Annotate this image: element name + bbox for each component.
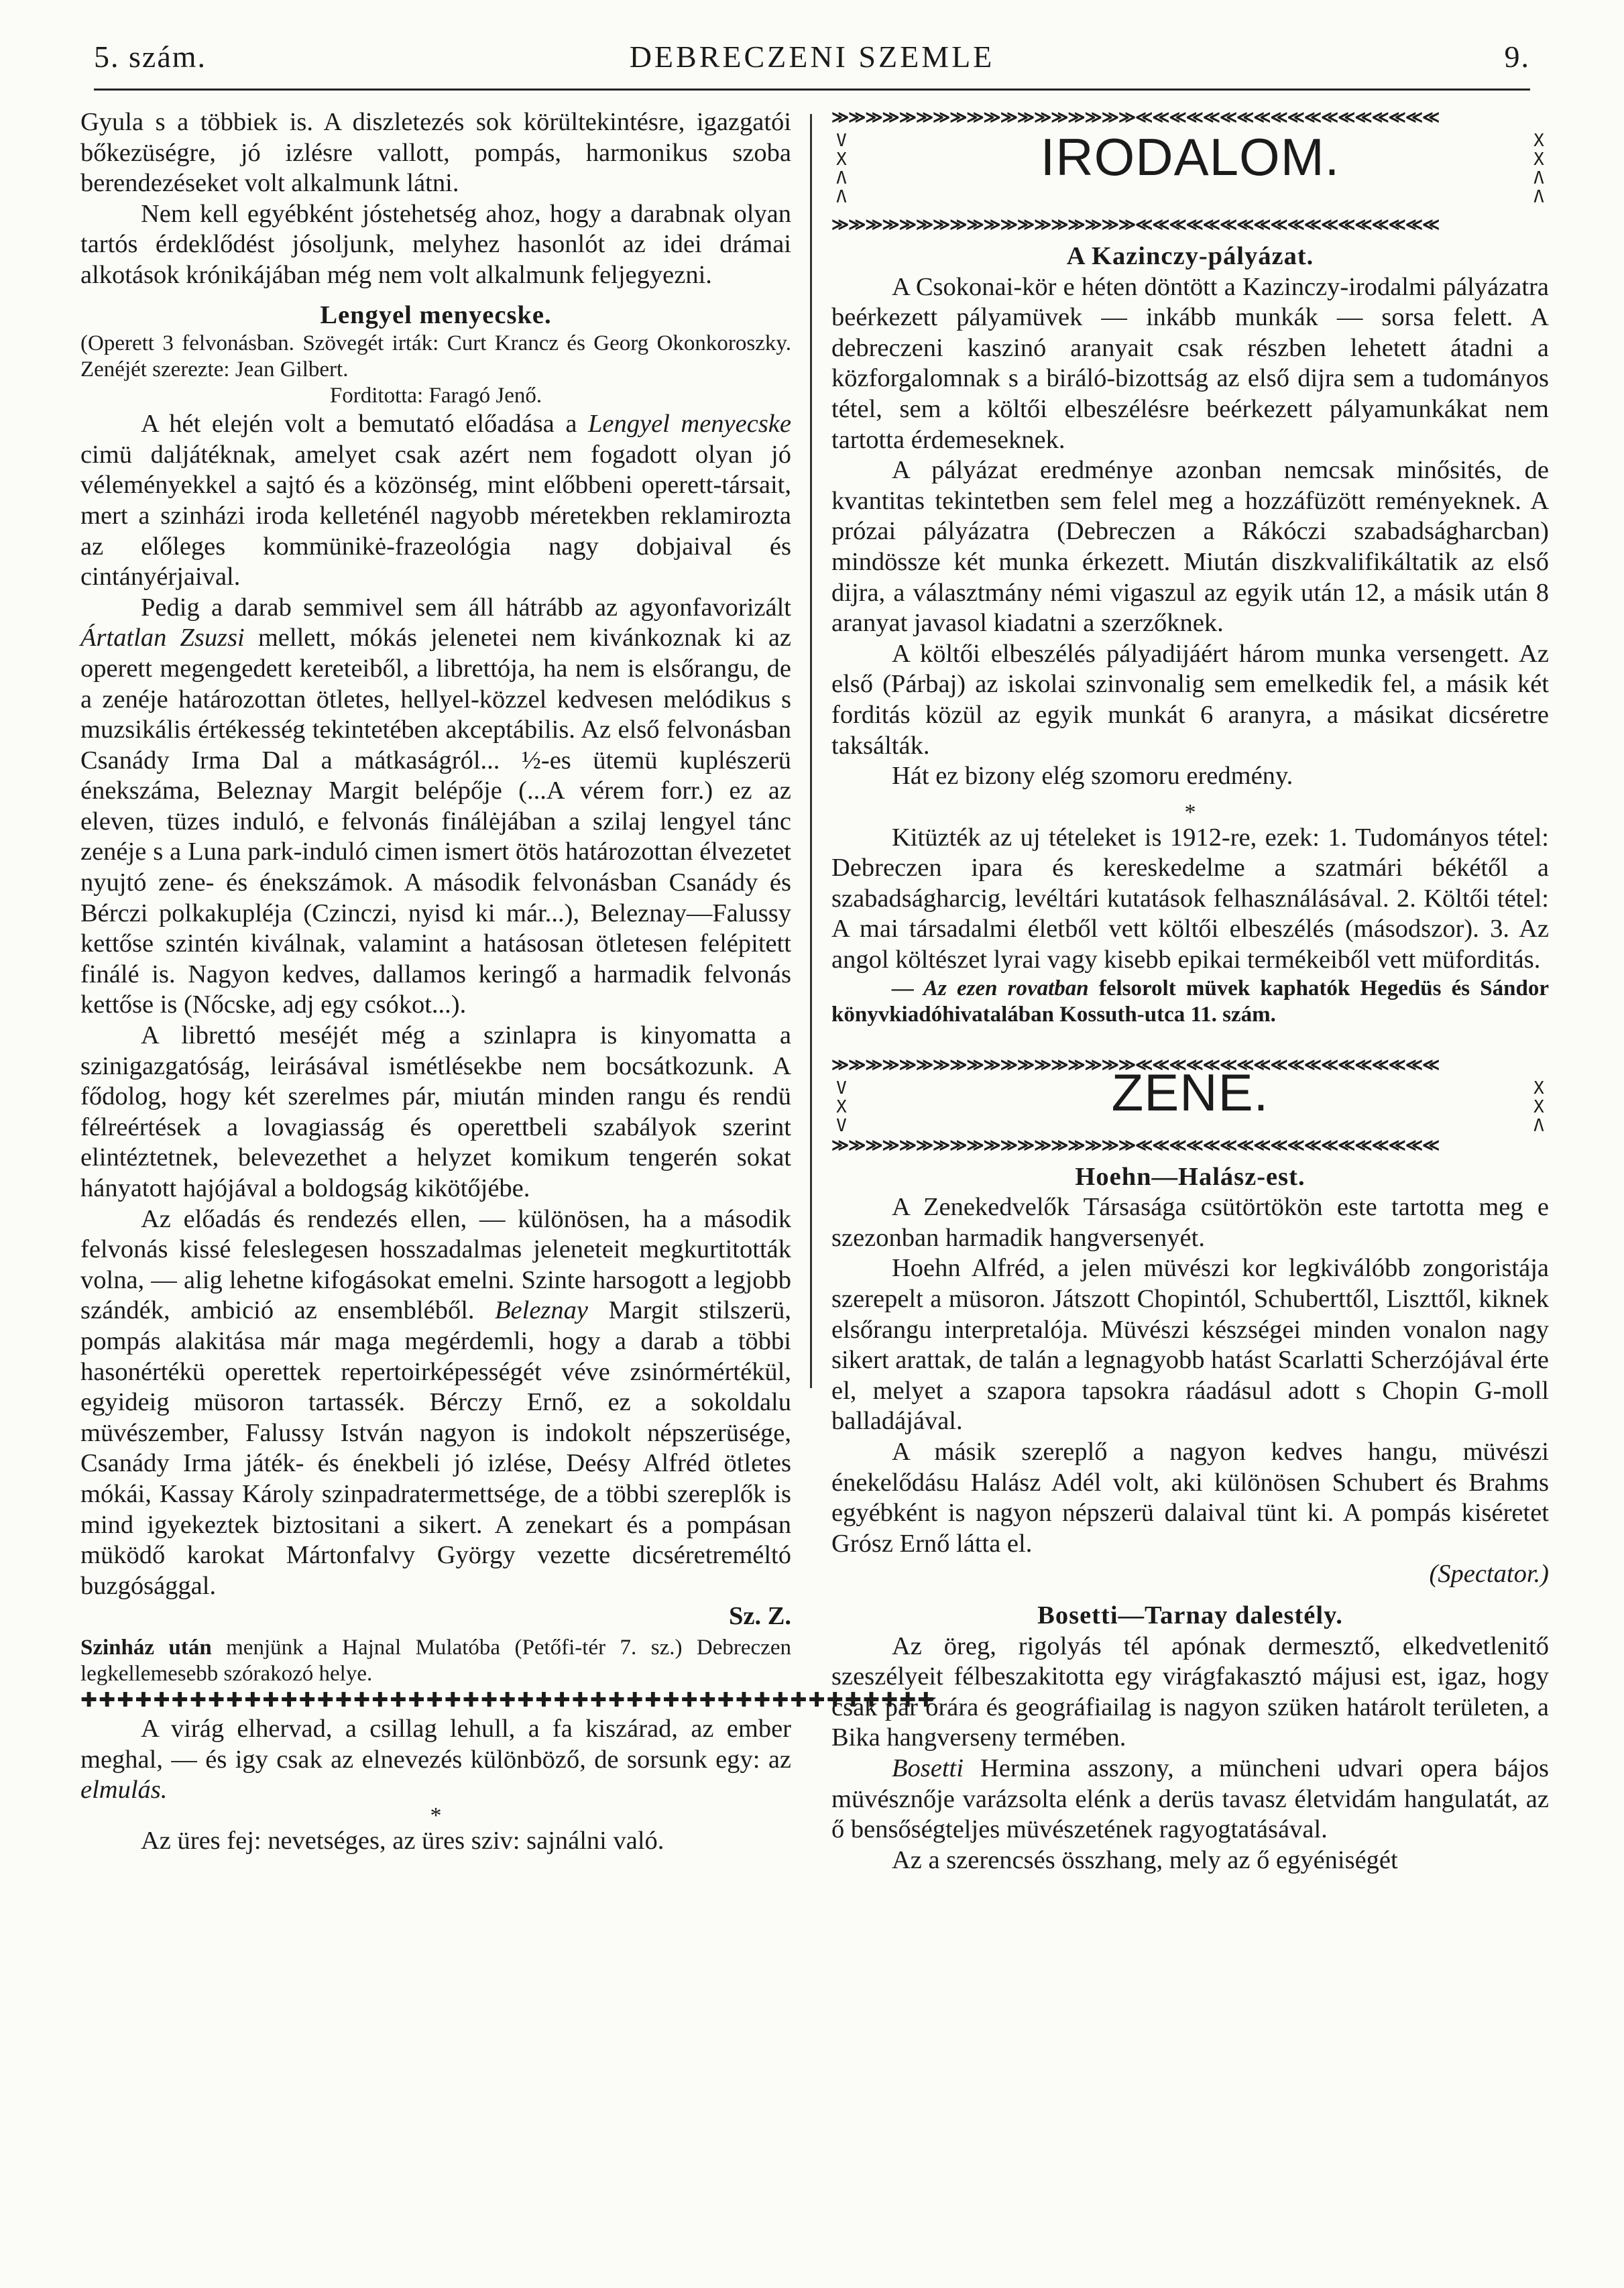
ornament-side: X X Λ	[1533, 1078, 1544, 1136]
paragraph: Az öreg, rigolyás tél apónak dermesztő, elkedvetlenitő szeszélyeit félbeszakitotta egy virágfakasztó májusi est, igaz, hogy csak pár órára és geográfiailag is nagyon szüken határolt területen, a Bika hangverseny termében.	[831, 1632, 1549, 1752]
signature: (Spectator.)	[1429, 1560, 1549, 1589]
paragraph: Az a szerencsés összhang, mely az ő egyéniségét	[892, 1845, 1398, 1874]
section-banner-zene	[831, 1055, 1549, 1155]
paragraph: A librettó meséjét még a szinlapra is kinyomatta a szinigazgatóság, leirásával ismétlésekbe nem bocsátkozunk. A fődolog, hogy két szerelmes pár, miután minden rangu és rendü félreértések a lovagiasság és operettbeli szabályok szerint elintéztetnek, belevezethet a helyzet komikum tengerén sokat hányatott hajójával a boldogság kikötőjébe.	[80, 1021, 791, 1202]
section-banner-irodalom	[831, 107, 1549, 235]
page-header	[94, 34, 1530, 80]
paragraph: A Csokonai-kör e héten döntött a Kazinczy-irodalmi pályázatra beérkezett pályamüvek — inkább munkák — sorsa felett. A debreczeni kaszinó aranyait csak részben lehetett átadni a közforgalomnak s a biráló-bizottság az első dijra sem a tudományos tétel, sem a költői elbeszélésre beérkezett pályamunkákat nem tartotta érdemeseknek.	[831, 272, 1549, 454]
section-heading: Lengyel menyecske.	[320, 300, 552, 329]
ornament-border: ≫≫≫≫≫≫≫≫≫≫≫≫≫≫≫≫≫≫≪≪≪≪≪≪≪≪≪≪≪≪≪≪≪≪≪≪	[831, 215, 1440, 234]
signature-line	[80, 1601, 791, 1632]
paragraph: Az előadás és rendezés ellen, — különösen, ha a második felvonás kissé feleslegesen hosszadalmas jeleneteit megkurtitották volna, — alig lehetne kifogásokat emelni. Szinte harsogott a legjobb szándék, ambició az ensembléből. Beleznay Margit stilszerü, pompás alakitása már maga megérdemli, hogy a darab a többi hasonértékü operettek repertoirképességét véve zsinórmértékül, egyideig müsoron tartassék. Bérczy Ernő, ez a sokoldalu müvészember, Falussy István nagyon is indokolt népszerüsége, Csanády Irma játék- és énekbeli jó izlése, Deésy Alfréd ötletes mókái, Kassay Károly szinpadratermettsége, de a többi szereplők is mind igyekeztek biztositani a sikert. A zenekart és a pompásan müködő karokat Mártonfalvy György vezette dicséretreméltó buzgósággal.	[80, 1204, 791, 1600]
credits: (Operett 3 felvonásban. Szövegét irták: Curt Krancz és Georg Okonkoroszky. Zenéjét szerezte: Jean Gilbert.	[80, 331, 791, 382]
paragraph: Hát ez bizony elég szomoru eredmény.	[892, 762, 1293, 791]
credits-translator: Forditotta: Faragó Jenő.	[329, 384, 542, 408]
paragraph: A költői elbeszélés pályadijáért három munka versengett. Az első (Párbaj) az iskolai szinvonalig sem emelkedik fel, a másik két forditás közül az egyik munkát 6 aranyra, a másikat dicséretre taksálták.	[831, 639, 1549, 760]
right-column	[831, 107, 1549, 1876]
bookshop-note: — Az ezen rovatban felsorolt müvek kaphatók Hegedüs és Sándor könyvkiadóhivatalában Kossuth-utca 11. szám.	[831, 976, 1549, 1027]
issue-number: 5. szám.	[94, 40, 207, 74]
column-divider	[810, 114, 812, 1388]
article-heading: Bosetti—Tarnay dalestély.	[1037, 1601, 1343, 1629]
paragraph: Pedig a darab semmivel sem áll hátrább az agyonfavorizált Ártatlan Zsuzsi mellett, mókás jelenetei nem kivánkoznak ki az operett megengedett kereteiből, a librettója, ha nem is elsőrangu, de a zenéje határozottan ötletes, hellyel-közzel kedvesen melódikus s muzsikális értékesség tekintetében akceptábilis. Az első felvonásban Csanády Irma Dal a mátkaságról... ½-es ütemü kuplészerü énekszáma, Beleznay Margit belépője (...A vérem forr.) ez az eleven, tüzes induló, e felvonás finálėjában a szilaj lengyel tánc zenéje s a Luna park-induló cimen ismert ötös határozottan élvezetet nyujtó zene- és énekszámok. A második felvonásban Csanády és Bérczi polkakupléja (Czinczi, nyisd ki már...), Beleznay—Falussy kettőse szintén kiválnak, valamint a hatásosan ötletesen felépitett finálé is. Nagyon kedves, dallamos keringő a harmadik felvonás kettőse is (Nőcske, adj egy csókot...).	[80, 593, 791, 1019]
header-rule	[94, 89, 1530, 91]
paragraph: A másik szereplő a nagyon kedves hangu, müvészi énekelődásu Halász Adél volt, aki különösen Schubert és Brahms egyébként is nagyon népszerü dalaival tünt ki. A pompás kiséretet Grósz Ernő látta el.	[831, 1438, 1549, 1558]
article-heading: A Kazinczy-pályázat.	[1066, 242, 1314, 270]
paragraph: Hoehn Alfréd, a jelen müvészi kor legkiválóbb zongoristája szerepelt a müsoron. Játszott Chopintól, Schuberttől, Liszttől, kiknek elsőrangu interpretalója. Müvészi készségei minden vonalon nagy sikert arattak, de talán a legnagyobb hatást Scarlatti Scherzójával érte el, melyet a szapora tapsokra ráadásul adott s Chopin G-moll balladájával.	[831, 1254, 1549, 1436]
star-separator: *	[1184, 799, 1196, 825]
paragraph: A Zenekedvelők Társasága csütörtökön este tartotta meg e szezonban harmadik hangversenyét.	[831, 1193, 1549, 1252]
advertisement: Szinház után menjünk a Hajnal Mulatóba (Petőfi-tér 7. sz.) Debreczen legkellemesebb szórakozó helye.	[80, 1635, 791, 1686]
paragraph: A hét elején volt a bemutató előadása a Lengyel menyecske cimü daljátéknak, amelyet csak azért nem fogadott olyan jó véleményekkel a sajtó és a közönség, mint előbbeni operett-társait, mert a szinházi iroda kelleténél nagyobb méretekben reklamirozta az előleges kommünikė-frazeológia nagy dobjaival és cintányérjaival.	[80, 410, 791, 591]
section-title: ZENE.	[1111, 1062, 1269, 1122]
paragraph: A virág elhervad, a csillag lehull, a fa kiszárad, az ember meghal, — és igy csak az elnevezés különböző, de sorsunk egy: az elmulás.	[80, 1714, 791, 1805]
paragraph: Kitüzték az uj tételeket is 1912-re, ezek: 1. Tudományos tétel: Debreczen ipara és kereskedelme a szatmári békétől a szabadságharcig, levéltári kutatások felhasználásával. 2. Költői tétel: A mai társadalmi életből vett költői elbeszélés (másodszor). 3. Az angol költészet lyrai vagy kisebb epikai termékeiből vett müforditás.	[831, 823, 1549, 974]
ornament-border: ≫≫≫≫≫≫≫≫≫≫≫≫≫≫≫≫≫≫≪≪≪≪≪≪≪≪≪≪≪≪≪≪≪≪≪≪	[831, 1135, 1440, 1155]
page-number: 9.	[1504, 40, 1530, 74]
journal-title: DEBRECZENI SZEMLE	[629, 40, 995, 74]
ornament-side: X X Λ Λ	[1533, 131, 1544, 207]
article-heading: Hoehn—Halász-est.	[1075, 1162, 1306, 1191]
ornament-border: ≫≫≫≫≫≫≫≫≫≫≫≫≫≫≫≫≫≫≪≪≪≪≪≪≪≪≪≪≪≪≪≪≪≪≪≪	[831, 1054, 1440, 1074]
paragraph: Bosetti Hermina asszony, a müncheni udvari opera bájos müvésznője varázsolta elénk a derüs tavasz életvidám hangulatát, az ő bensőségteljes müvészetének ragyogtatásával.	[831, 1754, 1549, 1844]
paragraph: A pályázat eredménye azonban nemcsak minősités, de kvantitas tekintetben sem felel meg a hozzáfüzött reményeknek. A prózai pályázatra (Debreczen a Rákóczi szabadságharcban) mindössze két munka érkezett. Miután diszkvalifikáltatik az első dijra, a választmány némi vigaszul az egyik után 12, a másik után 8 aranyat javasol kiadatni a szerzőknek.	[831, 456, 1549, 638]
cross-ornament: ✚✚✚✚✚✚✚✚✚✚✚✚✚✚✚✚✚✚✚✚✚✚✚✚✚✚✚✚✚✚✚✚✚✚✚✚✚✚✚✚✚✚✚✚✚✚✚	[80, 1689, 936, 1711]
ornament-side: V X V	[836, 1078, 847, 1136]
section-title: IRODALOM.	[1040, 127, 1340, 186]
signature: Sz. Z.	[728, 1602, 791, 1631]
ornament-border: ≫≫≫≫≫≫≫≫≫≫≫≫≫≫≫≫≫≫≪≪≪≪≪≪≪≪≪≪≪≪≪≪≪≪≪≪	[831, 107, 1440, 127]
star-separator: *	[430, 1803, 442, 1828]
paragraph: Gyula s a többiek is. A diszletezés sok körültekintésre, igazgatói bőkezüségre, jó izlésre vallott, pompás, harmonikus szoba berendezéseket volt alkalmunk látni.	[80, 108, 791, 198]
signature-line	[831, 1559, 1549, 1590]
ornament-side: V X Λ Λ	[836, 131, 847, 207]
paragraph: Az üres fej: nevetséges, az üres sziv: sajnálni való.	[141, 1826, 664, 1855]
paragraph: Nem kell egyébként jóstehetség ahoz, hogy a darabnak olyan tartós érdeklődést jósoljunk, melyhez hasonlót az idei drámai alkotások krónikájában még nem volt alkalmunk feljegyezni.	[80, 199, 791, 289]
